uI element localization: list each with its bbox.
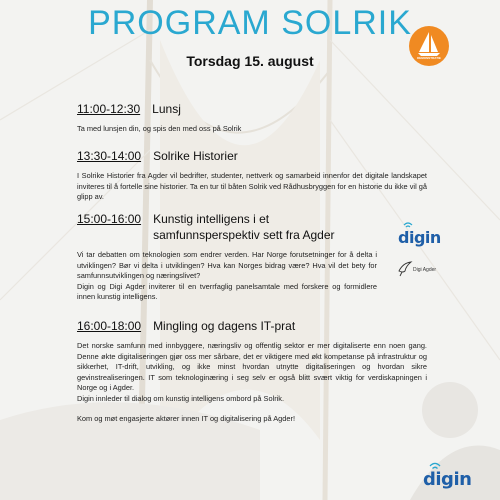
digin-logo	[398, 228, 441, 247]
program-description-2: Digin og Digi Agder inviterer til en tverrfaglig panelsamtale med forskere og formidlere innen kunstig intelligens.	[77, 281, 377, 301]
program-item-mingling	[77, 318, 427, 425]
program-item-solrike-historier	[77, 148, 427, 203]
program-item-lunsj	[77, 101, 427, 135]
program-time: 11:00-12:30	[77, 102, 141, 116]
sail-logo-text: VIP GOOD DEMONSTRATIE	[417, 53, 441, 60]
program-title: Solrike Historier	[153, 149, 238, 163]
program-description: I Solrike Historier fra Agder vil bedrifter, studenter, nettverk og samarbeid innenfor det digitale landskapet inviteres til å fortelle sine historier. Ta en tur til båten Solrik ved Rådhusbryggen for en historie du ikke vil gå glipp av.	[77, 171, 427, 201]
bird-icon	[397, 259, 413, 277]
program-title: Mingling og dagens IT-prat	[153, 319, 296, 333]
digin-footer-logo	[423, 469, 471, 490]
program-time: 13:30-14:00	[77, 149, 142, 163]
program-title-line2: samfunnsperspektiv sett fra Agder	[153, 228, 335, 242]
sail-icon	[409, 26, 449, 66]
program-description-2: Digin innleder til dialog om kunstig intelligens ombord på Solrik.	[77, 393, 285, 403]
program-title: Lunsj	[152, 102, 181, 116]
digi-agder-logo-text: Digi Agder	[413, 267, 437, 273]
digin-footer-logo-text: digin	[423, 469, 472, 490]
program-title	[153, 211, 334, 243]
page-title: PROGRAM SOLRIK	[88, 4, 412, 42]
event-date: Torsdag 15. august	[186, 53, 314, 69]
program-time: 15:00-16:00	[77, 212, 142, 226]
digin-logo-text: digin	[398, 228, 441, 247]
program-item-kunstig-intelligens	[77, 211, 377, 303]
program-description: Ta med lunsjen din, og spis den med oss på Solrik	[77, 124, 242, 133]
program-description-3: Kom og møt engasjerte aktører innen IT og digitalisering på Agder!	[77, 414, 296, 423]
program-description: Vi tar debatten om teknologien som endrer verden. Har Norge forutsetninger for å delta i utviklingen? Bør vi delta i utviklingen? Hva kan Norges bidrag være? Hva vil det bety for samfunnsutviklingen og næringslivet?	[77, 250, 377, 280]
program-time: 16:00-18:00	[77, 319, 142, 333]
digi-agder-logo	[397, 259, 437, 281]
program-title-line1: Kunstig intelligens i et	[153, 212, 270, 226]
wifi-icon	[403, 222, 413, 229]
sail-logo	[409, 26, 449, 66]
program-description: Det norske samfunn med innbyggere, næringsliv og offentlig sektor er mer digitaliserte enn noen gang. Denne økte digitaliseringen gjør oss mer sårbare, det er viktigere med økt kompetanse på infrastruktur og sikkerhet, IT-drift, utvikling, og ikke minst hvordan utnytte digitaliseringen og hvordan sikre gevinstrealiseringen. IT som teknologinæring i seg selv er også blitt svært viktig for verdiskapningen i Norge og i Agder.	[77, 341, 427, 392]
wifi-icon	[429, 462, 441, 470]
